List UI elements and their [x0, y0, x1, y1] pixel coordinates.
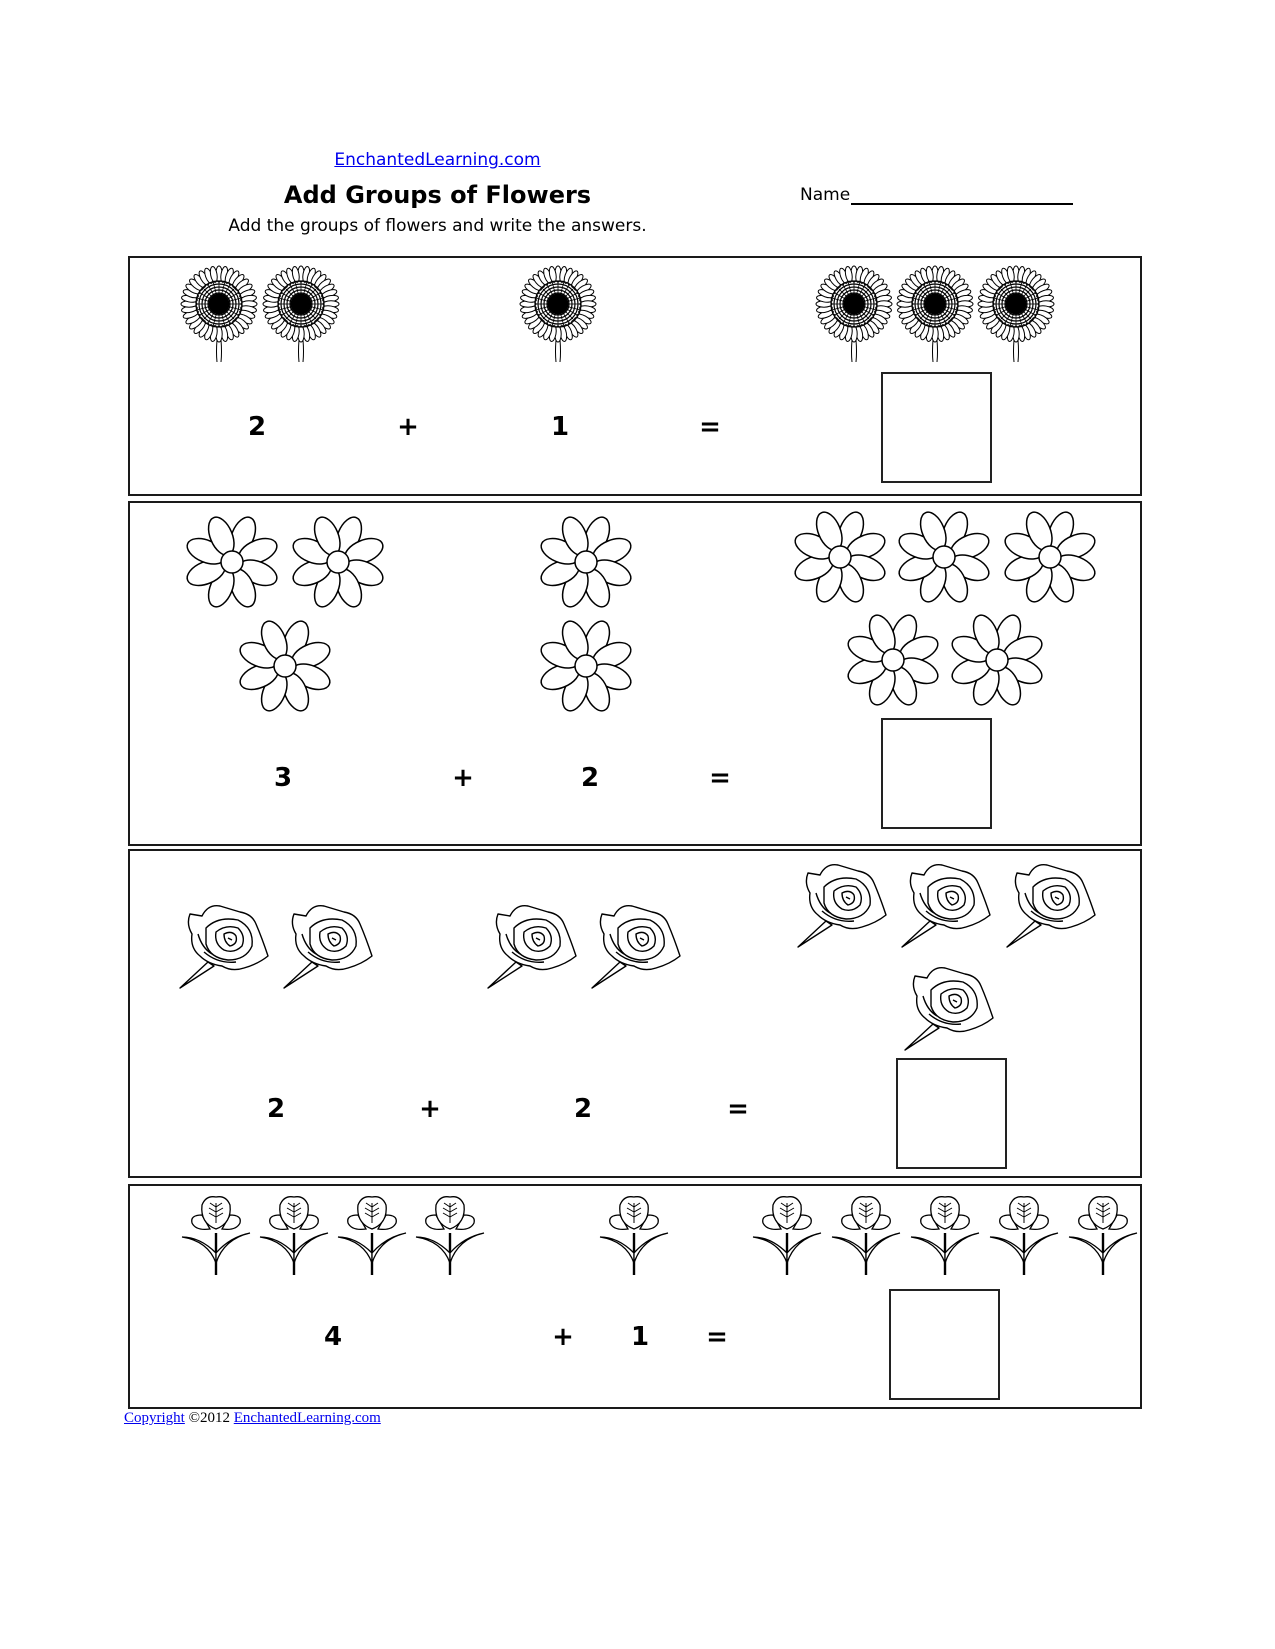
- plus-sign: +: [397, 412, 419, 442]
- iris-icon: [986, 1193, 1062, 1277]
- answer-box-4[interactable]: [889, 1289, 1000, 1400]
- iris-icon: [178, 1193, 254, 1277]
- iris-icon: [828, 1193, 904, 1277]
- copyright-year: ©2012: [188, 1410, 230, 1426]
- iris-icon: [334, 1193, 410, 1277]
- sunflower-icon: [974, 262, 1058, 362]
- addend-b: 2: [580, 763, 600, 793]
- name-label: Name: [800, 185, 851, 205]
- daisy-icon: [538, 514, 634, 610]
- addend-a: 2: [266, 1094, 286, 1124]
- iris-icon: [412, 1193, 488, 1277]
- iris-icon: [749, 1193, 825, 1277]
- plus-sign: +: [552, 1322, 574, 1352]
- iris-icon: [596, 1193, 672, 1277]
- rose-icon: [590, 898, 686, 990]
- name-write-line[interactable]: [851, 203, 1073, 205]
- answer-box-3[interactable]: [896, 1058, 1007, 1169]
- addend-a: 3: [273, 763, 293, 793]
- instructions: Add the groups of flowers and write the answers.: [228, 216, 647, 236]
- daisy-icon: [538, 618, 634, 714]
- plus-sign: +: [419, 1094, 441, 1124]
- sunflower-icon: [177, 262, 261, 362]
- answer-box-2[interactable]: [881, 718, 992, 829]
- daisy-icon: [845, 612, 941, 708]
- rose-icon: [178, 898, 274, 990]
- plus-sign: +: [452, 763, 474, 793]
- equals-sign: =: [727, 1094, 749, 1124]
- iris-icon: [1065, 1193, 1141, 1277]
- addend-b: 2: [573, 1094, 593, 1124]
- answer-box-1[interactable]: [881, 372, 992, 483]
- rose-icon: [486, 898, 582, 990]
- rose-icon: [903, 960, 999, 1052]
- iris-icon: [256, 1193, 332, 1277]
- daisy-icon: [290, 514, 386, 610]
- footer: [124, 1410, 381, 1427]
- daisy-icon: [184, 514, 280, 610]
- addend-a: 2: [247, 412, 267, 442]
- daisy-icon: [1002, 509, 1098, 605]
- equals-sign: =: [699, 412, 721, 442]
- daisy-icon: [949, 612, 1045, 708]
- equals-sign: =: [709, 763, 731, 793]
- daisy-icon: [237, 618, 333, 714]
- site-link[interactable]: EnchantedLearning.com: [334, 150, 541, 170]
- rose-icon: [1005, 857, 1101, 949]
- copyright-link[interactable]: Copyright: [124, 1410, 185, 1426]
- addend-b: 1: [630, 1322, 650, 1352]
- sunflower-icon: [812, 262, 896, 362]
- equals-sign: =: [706, 1322, 728, 1352]
- rose-icon: [900, 857, 996, 949]
- sunflower-icon: [893, 262, 977, 362]
- page-title: Add Groups of Flowers: [283, 181, 592, 209]
- footer-site-link[interactable]: EnchantedLearning.com: [233, 1410, 381, 1426]
- daisy-icon: [792, 509, 888, 605]
- addend-b: 1: [550, 412, 570, 442]
- rose-icon: [796, 857, 892, 949]
- addend-a: 4: [323, 1322, 343, 1352]
- sunflower-icon: [259, 262, 343, 362]
- rose-icon: [282, 898, 378, 990]
- sunflower-icon: [516, 262, 600, 362]
- daisy-icon: [896, 509, 992, 605]
- iris-icon: [907, 1193, 983, 1277]
